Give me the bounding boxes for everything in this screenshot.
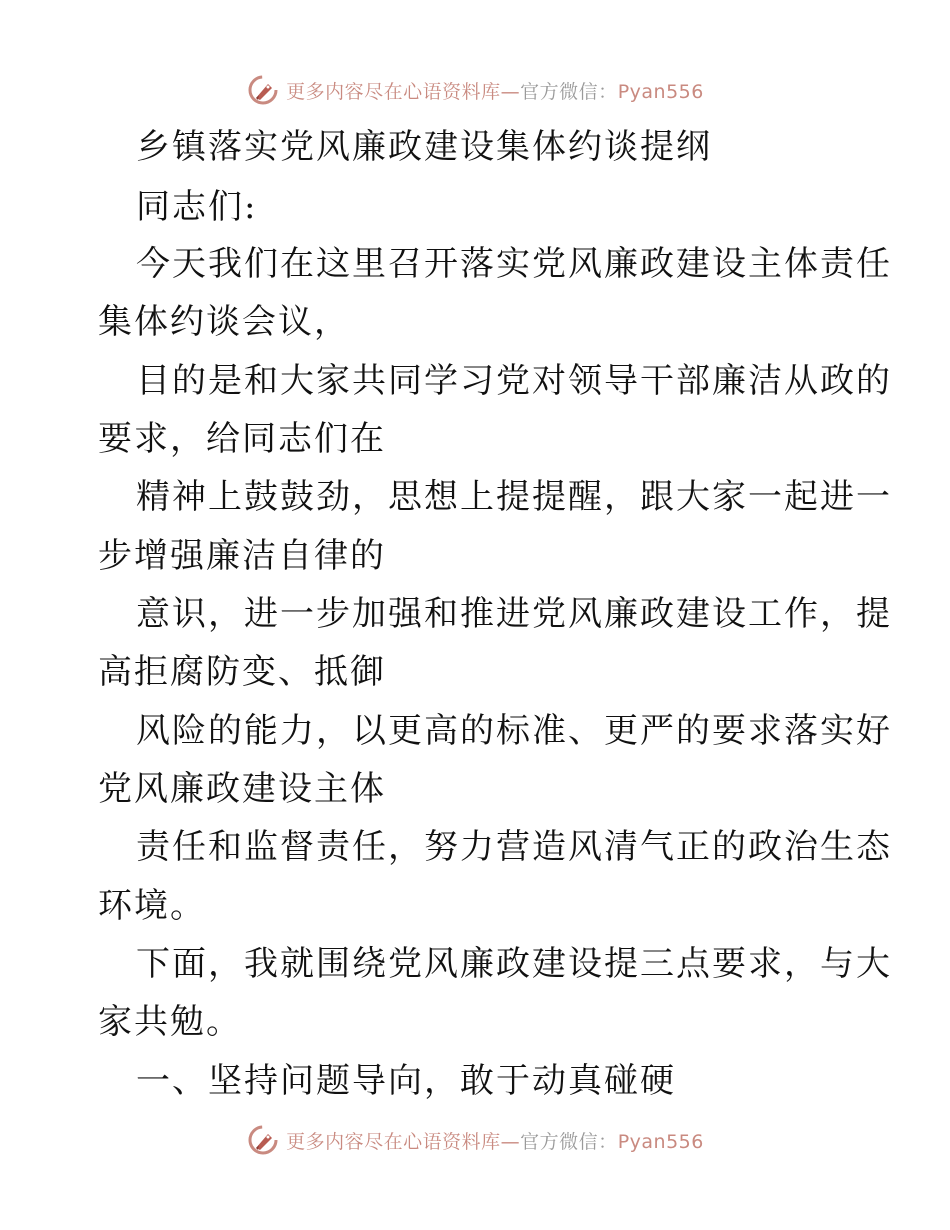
paragraph-line: 风险的能力，以更高的标准、更严的要求落实好 [136,711,892,751]
paragraph-line: 集体约谈会议， [98,302,350,342]
watermark-dash: — [500,1130,521,1153]
pen-nib-logo-icon [246,1123,280,1157]
watermark-id: Pyan556 [617,80,704,103]
header-watermark [0,70,950,110]
paragraph-line: 高拒腐防变、抵御 [98,652,386,692]
paragraph-line: 责任和监督责任，努力营造风清气正的政治生态 [136,827,892,867]
paragraph-line: 精神上鼓鼓劲，思想上提提醒，跟大家一起进一 [136,477,892,517]
paragraph-line: 环境。 [98,886,206,926]
paragraph-line: 目的是和大家共同学习党对领导干部廉洁从政的 [136,361,892,401]
paragraph-line: 今天我们在这里召开落实党风廉政建设主体责任 [136,244,892,284]
footer-watermark [0,1120,950,1160]
document-title: 乡镇落实党风廉政建设集体约谈提纲 [136,127,712,167]
watermark-label: 官方微信： [520,80,618,103]
paragraph-line: 意识，进一步加强和推进党风廉政建设工作，提 [136,594,892,634]
paragraph-line: 下面，我就围绕党风廉政建设提三点要求，与大 [136,944,892,984]
section-heading: 一、坚持问题导向，敢于动真碰硬 [136,1061,676,1101]
paragraph-line: 步增强廉洁自律的 [98,536,386,576]
watermark-brand: 更多内容尽在心语资料库 [286,1130,501,1153]
watermark-brand: 更多内容尽在心语资料库 [286,80,501,103]
paragraph-line: 要求，给同志们在 [98,419,386,459]
paragraph-line: 党风廉政建设主体 [98,769,386,809]
watermark-text [286,77,704,104]
watermark-text [286,1127,704,1154]
document-greeting: 同志们: [136,187,258,227]
pen-nib-logo-icon [246,73,280,107]
watermark-id: Pyan556 [617,1130,704,1153]
watermark-label: 官方微信： [520,1130,618,1153]
paragraph-line: 家共勉。 [98,1002,242,1042]
watermark-dash: — [500,80,521,103]
